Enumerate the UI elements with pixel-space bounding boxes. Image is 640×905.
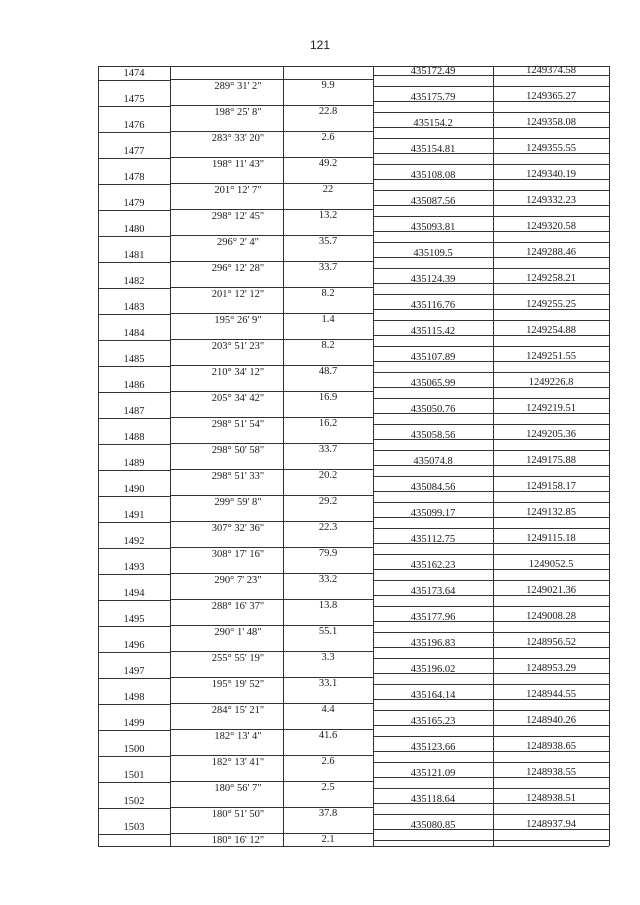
row-divider xyxy=(98,730,170,731)
x-coordinate: 435154.81 xyxy=(410,144,456,155)
point-id: 1503 xyxy=(123,822,145,833)
point-id: 1484 xyxy=(123,328,145,339)
y-coordinate: 1249288.46 xyxy=(526,247,576,258)
row-divider xyxy=(373,320,609,321)
x-coordinate: 435099.17 xyxy=(410,508,456,519)
row-divider xyxy=(373,606,609,607)
point-id: 1480 xyxy=(123,224,145,235)
segment-distance: 48.7 xyxy=(318,366,338,377)
y-coordinate: 1248956.52 xyxy=(526,637,576,648)
segment-distance: 9.9 xyxy=(321,80,335,91)
point-id: 1498 xyxy=(123,692,145,703)
y-coordinate: 1249158.17 xyxy=(526,481,576,492)
segment-distance: 33.2 xyxy=(318,574,338,585)
point-id: 1488 xyxy=(123,432,145,443)
y-coordinate: 1249205.36 xyxy=(526,429,576,440)
row-divider xyxy=(373,190,609,191)
x-coordinate: 435084.56 xyxy=(410,482,456,493)
y-coordinate: 1249255.25 xyxy=(526,299,576,310)
bearing-angle: 182° 13' 41" xyxy=(211,757,265,768)
row-divider xyxy=(373,242,609,243)
row-divider xyxy=(98,210,170,211)
bearing-angle: 195° 19' 52" xyxy=(211,679,265,690)
row-divider xyxy=(98,678,170,679)
point-id: 1489 xyxy=(123,458,145,469)
segment-distance: 33.1 xyxy=(318,678,338,689)
row-divider xyxy=(98,756,170,757)
row-divider xyxy=(373,294,609,295)
point-id: 1478 xyxy=(123,172,145,183)
row-divider xyxy=(373,632,609,633)
row-divider xyxy=(373,268,609,269)
row-divider xyxy=(373,216,609,217)
x-coordinate: 435118.64 xyxy=(410,794,456,805)
bearing-angle: 180° 16' 12" xyxy=(211,835,265,846)
segment-distance: 35.7 xyxy=(318,236,338,247)
y-coordinate: 1248938.51 xyxy=(526,793,576,804)
y-coordinate: 1249332.23 xyxy=(526,195,576,206)
bearing-angle: 284° 15' 21" xyxy=(211,705,265,716)
point-id: 1493 xyxy=(123,562,145,573)
point-id: 1501 xyxy=(123,770,145,781)
table-border-right xyxy=(609,66,610,846)
point-id: 1495 xyxy=(123,614,145,625)
x-coordinate: 435107.89 xyxy=(410,352,456,363)
bearing-angle: 307° 32' 36" xyxy=(211,523,265,534)
point-id: 1499 xyxy=(123,718,145,729)
bearing-angle: 198° 11' 43" xyxy=(212,159,264,170)
row-divider xyxy=(98,808,170,809)
row-divider xyxy=(373,372,609,373)
bearing-angle: 298° 12' 45" xyxy=(211,211,265,222)
x-coordinate: 435162.23 xyxy=(410,560,456,571)
y-coordinate: 1249251.55 xyxy=(526,351,576,362)
row-divider xyxy=(98,600,170,601)
segment-distance: 8.2 xyxy=(321,340,335,351)
point-id: 1485 xyxy=(123,354,145,365)
x-coordinate: 435172.49 xyxy=(410,66,456,77)
bearing-angle: 298° 51' 54" xyxy=(211,419,265,430)
y-coordinate: 1249365.27 xyxy=(526,91,576,102)
row-divider xyxy=(373,788,609,789)
x-coordinate: 435154.2 xyxy=(413,118,453,129)
segment-distance: 2.6 xyxy=(321,756,335,767)
x-coordinate: 435108.08 xyxy=(410,170,456,181)
row-divider xyxy=(373,398,609,399)
bearing-angle: 201° 12' 7" xyxy=(214,185,262,196)
y-coordinate: 1248938.55 xyxy=(526,767,576,778)
point-id: 1475 xyxy=(123,94,145,105)
bearing-angle: 290° 7' 23" xyxy=(214,575,262,586)
x-coordinate: 435196.83 xyxy=(410,638,456,649)
row-divider xyxy=(98,262,170,263)
bearing-angle: 283° 33' 20" xyxy=(211,133,265,144)
x-coordinate: 435065.99 xyxy=(410,378,456,389)
row-divider xyxy=(98,106,170,107)
segment-distance: 3.3 xyxy=(321,652,335,663)
row-divider xyxy=(373,658,609,659)
row-divider xyxy=(373,554,609,555)
x-coordinate: 435112.75 xyxy=(410,534,456,545)
x-coordinate: 435124.39 xyxy=(410,274,456,285)
row-divider xyxy=(373,814,609,815)
x-coordinate: 435074.8 xyxy=(413,456,453,467)
y-coordinate: 1248953.29 xyxy=(526,663,576,674)
bearing-angle: 182° 13' 4" xyxy=(214,731,262,742)
y-coordinate: 1248940.26 xyxy=(526,715,576,726)
x-coordinate: 435050.76 xyxy=(410,404,456,415)
row-divider xyxy=(98,574,170,575)
y-coordinate: 1248938.65 xyxy=(526,741,576,752)
bearing-angle: 288° 16' 37" xyxy=(211,601,265,612)
row-divider xyxy=(98,158,170,159)
row-divider xyxy=(373,840,609,841)
x-coordinate: 435177.96 xyxy=(410,612,456,623)
x-coordinate: 435173.64 xyxy=(410,586,456,597)
segment-distance: 22.3 xyxy=(318,522,338,533)
row-divider xyxy=(373,710,609,711)
segment-distance: 37.8 xyxy=(318,808,338,819)
y-coordinate: 1249052.5 xyxy=(528,559,574,570)
row-divider xyxy=(373,528,609,529)
point-id: 1494 xyxy=(123,588,145,599)
row-divider xyxy=(98,626,170,627)
y-coordinate: 1249175.88 xyxy=(526,455,576,466)
segment-distance: 79.9 xyxy=(318,548,338,559)
y-coordinate: 1249258.21 xyxy=(526,273,576,284)
bearing-angle: 296° 2' 4" xyxy=(217,237,259,248)
point-id: 1483 xyxy=(123,302,145,313)
row-divider xyxy=(373,424,609,425)
row-divider xyxy=(373,580,609,581)
row-divider xyxy=(373,762,609,763)
bearing-angle: 180° 56' 7" xyxy=(214,783,262,794)
x-coordinate: 435109.5 xyxy=(413,248,453,259)
point-id: 1491 xyxy=(123,510,145,521)
row-divider xyxy=(373,164,609,165)
segment-distance: 16.9 xyxy=(318,392,338,403)
bearing-angle: 195° 26' 9" xyxy=(214,315,262,326)
y-coordinate: 1249008.28 xyxy=(526,611,576,622)
row-divider xyxy=(373,684,609,685)
row-divider xyxy=(98,834,170,835)
segment-distance: 22.8 xyxy=(318,106,338,117)
bearing-angle: 203° 51' 23" xyxy=(211,341,265,352)
bearing-angle: 289° 31' 2" xyxy=(214,81,262,92)
y-coordinate: 1249115.18 xyxy=(526,533,576,544)
segment-distance: 22 xyxy=(322,184,334,195)
row-divider xyxy=(98,80,170,81)
segment-distance: 2.6 xyxy=(321,132,335,143)
bearing-angle: 198° 25' 8" xyxy=(214,107,262,118)
point-id: 1482 xyxy=(123,276,145,287)
row-divider xyxy=(98,548,170,549)
x-coordinate: 435115.42 xyxy=(410,326,456,337)
row-divider xyxy=(98,470,170,471)
bearing-angle: 308° 17' 16" xyxy=(211,549,265,560)
row-divider xyxy=(98,704,170,705)
y-coordinate: 1249340.19 xyxy=(526,169,576,180)
y-coordinate: 1249254.88 xyxy=(526,325,576,336)
segment-distance: 1.4 xyxy=(321,314,335,325)
point-id: 1496 xyxy=(123,640,145,651)
y-coordinate: 1249355.55 xyxy=(526,143,576,154)
bearing-angle: 180° 51' 50" xyxy=(211,809,265,820)
segment-distance: 13.8 xyxy=(318,600,338,611)
segment-distance: 20.2 xyxy=(318,470,338,481)
row-divider xyxy=(98,314,170,315)
segment-distance: 33.7 xyxy=(318,262,338,273)
row-divider xyxy=(98,418,170,419)
point-id: 1477 xyxy=(123,146,145,157)
x-coordinate: 435116.76 xyxy=(410,300,456,311)
x-coordinate: 435175.79 xyxy=(410,92,456,103)
x-coordinate: 435123.66 xyxy=(410,742,456,753)
row-divider xyxy=(98,846,609,847)
segment-distance: 41.6 xyxy=(318,730,338,741)
segment-distance: 29.2 xyxy=(318,496,338,507)
row-divider xyxy=(373,86,609,87)
y-coordinate: 1248937.94 xyxy=(526,819,576,830)
bearing-angle: 290° 1' 48" xyxy=(214,627,262,638)
row-divider xyxy=(373,476,609,477)
row-divider xyxy=(98,236,170,237)
segment-distance: 2.5 xyxy=(321,782,335,793)
x-coordinate: 435164.14 xyxy=(410,690,456,701)
bearing-angle: 210° 34' 12" xyxy=(211,367,265,378)
row-divider xyxy=(98,496,170,497)
row-divider xyxy=(373,346,609,347)
bearing-angle: 201° 12' 12" xyxy=(211,289,265,300)
point-id: 1481 xyxy=(123,250,145,261)
bearing-angle: 205° 34' 42" xyxy=(211,393,265,404)
x-coordinate: 435165.23 xyxy=(410,716,456,727)
coordinate-table xyxy=(98,66,609,846)
point-id: 1474 xyxy=(123,68,145,79)
bearing-angle: 298° 51' 33" xyxy=(211,471,265,482)
segment-distance: 8.2 xyxy=(321,288,335,299)
y-coordinate: 1249374.58 xyxy=(526,65,576,76)
row-divider xyxy=(373,736,609,737)
point-id: 1487 xyxy=(123,406,145,417)
row-divider xyxy=(98,288,170,289)
row-divider xyxy=(98,184,170,185)
segment-distance: 13.2 xyxy=(318,210,338,221)
y-coordinate: 1249320.58 xyxy=(526,221,576,232)
row-divider xyxy=(98,652,170,653)
point-id: 1486 xyxy=(123,380,145,391)
point-id: 1490 xyxy=(123,484,145,495)
segment-distance: 4.4 xyxy=(321,704,335,715)
x-coordinate: 435087.56 xyxy=(410,196,456,207)
row-divider xyxy=(98,366,170,367)
y-coordinate: 1249358.08 xyxy=(526,117,576,128)
x-coordinate: 435093.81 xyxy=(410,222,456,233)
bearing-angle: 299° 59' 8" xyxy=(214,497,262,508)
x-coordinate: 435058.56 xyxy=(410,430,456,441)
x-coordinate: 435196.02 xyxy=(410,664,456,675)
row-divider xyxy=(373,502,609,503)
y-coordinate: 1248944.55 xyxy=(526,689,576,700)
row-divider xyxy=(373,450,609,451)
bearing-angle: 255° 55' 19" xyxy=(211,653,265,664)
y-coordinate: 1249226.8 xyxy=(528,377,574,388)
row-divider xyxy=(373,138,609,139)
point-id: 1497 xyxy=(123,666,145,677)
segment-distance: 16.2 xyxy=(318,418,338,429)
segment-distance: 49.2 xyxy=(318,158,338,169)
row-divider xyxy=(98,392,170,393)
row-divider xyxy=(98,444,170,445)
y-coordinate: 1249021.36 xyxy=(526,585,576,596)
y-coordinate: 1249132.85 xyxy=(526,507,576,518)
bearing-angle: 298° 50' 58" xyxy=(211,445,265,456)
x-coordinate: 435121.09 xyxy=(410,768,456,779)
y-coordinate: 1249219.51 xyxy=(526,403,576,414)
point-id: 1502 xyxy=(123,796,145,807)
point-id: 1492 xyxy=(123,536,145,547)
row-divider xyxy=(98,340,170,341)
segment-distance: 55.1 xyxy=(318,626,338,637)
row-divider xyxy=(373,112,609,113)
page-number: 121 xyxy=(309,38,331,52)
row-divider xyxy=(98,782,170,783)
x-coordinate: 435080.85 xyxy=(410,820,456,831)
point-id: 1479 xyxy=(123,198,145,209)
point-id: 1476 xyxy=(123,120,145,131)
row-divider xyxy=(98,522,170,523)
segment-distance: 33.7 xyxy=(318,444,338,455)
row-divider xyxy=(98,132,170,133)
bearing-angle: 296° 12' 28" xyxy=(211,263,265,274)
segment-distance: 2.1 xyxy=(321,834,335,845)
point-id: 1500 xyxy=(123,744,145,755)
